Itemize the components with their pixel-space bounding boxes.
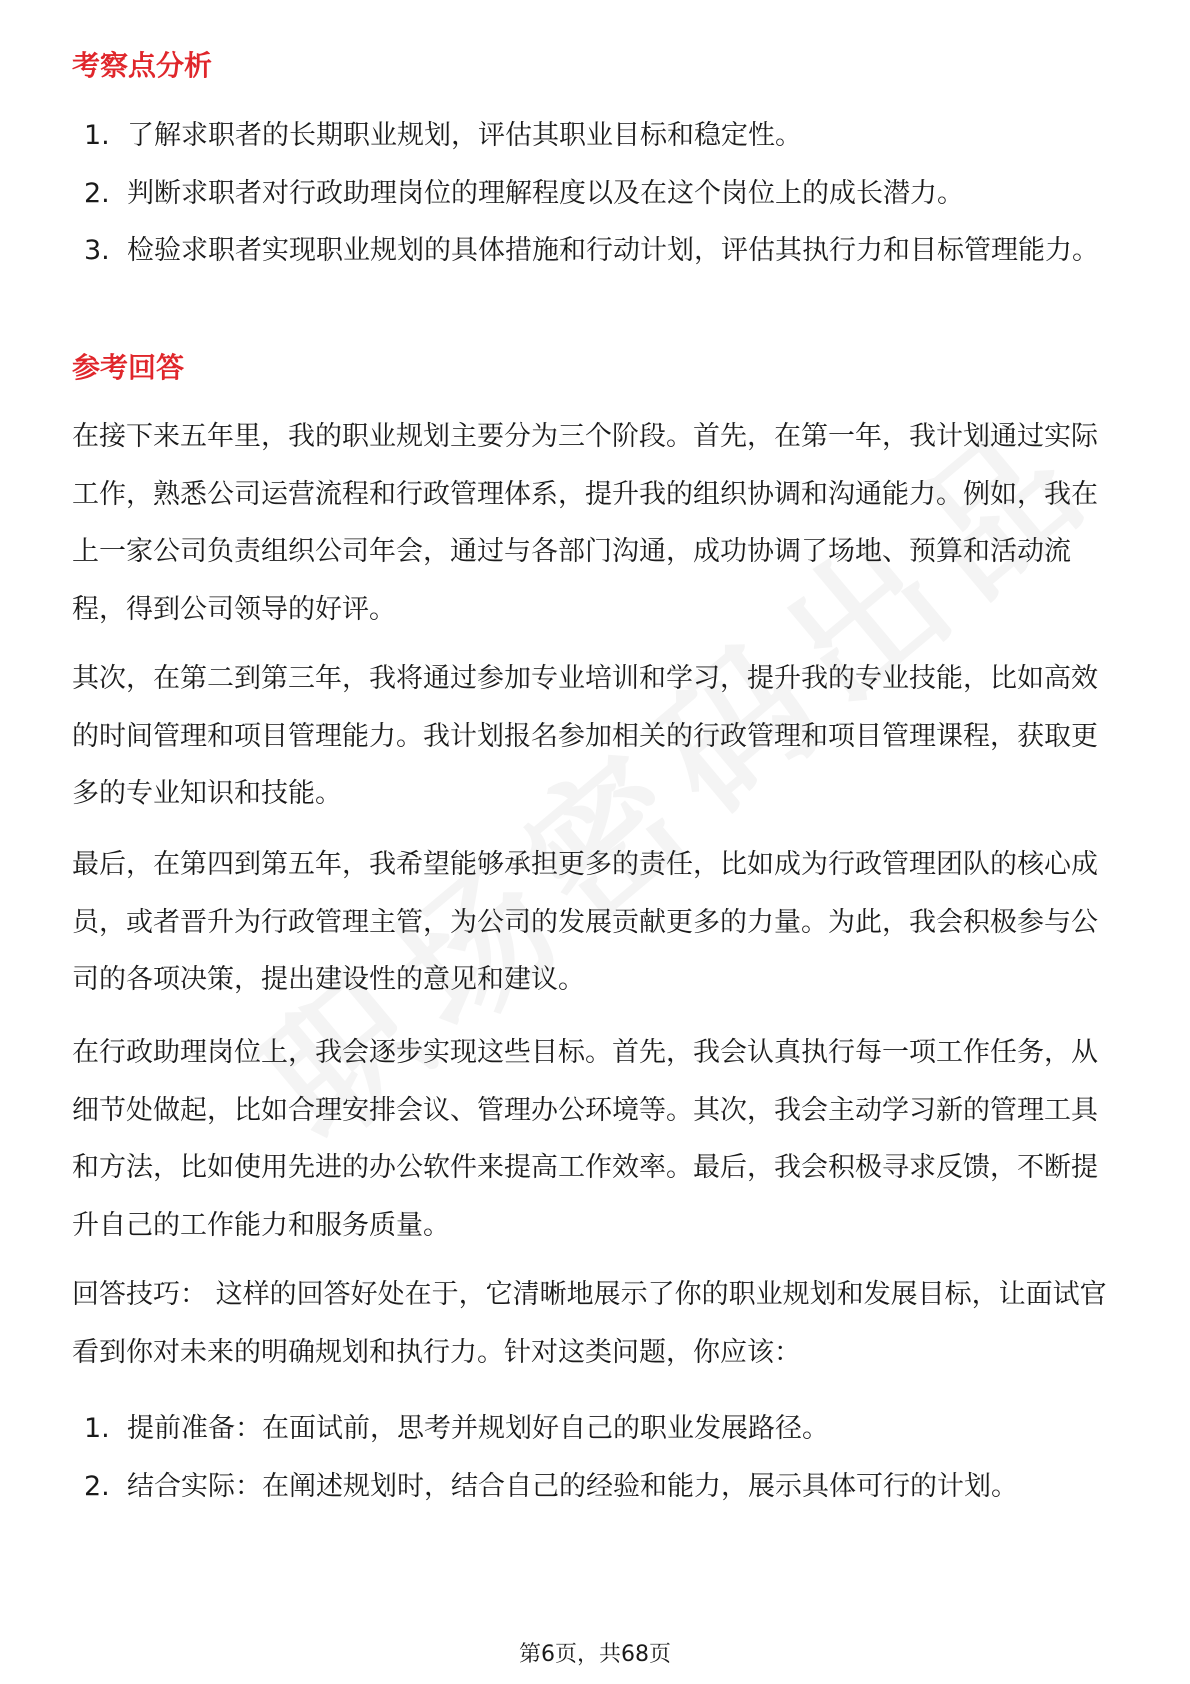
- tips-list: [84, 1400, 1124, 1515]
- list-item: [84, 107, 1124, 165]
- list-item: [84, 1458, 1124, 1516]
- list-item-number: 1.: [84, 120, 110, 151]
- list-item-text: 检验求职者实现职业规划的具体措施和行动计划，评估其执行力和目标管理能力。: [127, 235, 1099, 266]
- page-number: 第6页，共68页: [519, 1642, 671, 1667]
- list-item-number: 1.: [84, 1413, 110, 1444]
- list-item-number: 2.: [84, 177, 110, 209]
- list-item-number: 2.: [84, 1470, 110, 1502]
- list-item-text: 结合实际：在阐述规划时，结合自己的经验和能力，展示具体可行的计划。: [127, 1470, 1018, 1502]
- answer-paragraph: 最后，在第四到第五年，我希望能够承担更多的责任，比如成为行政管理团队的核心成员，或者晋升为行政管理主管，为公司的发展贡献更多的力量。为此，我会积极参与公司的各项决策，提出建设性的意见和建议。: [72, 849, 1098, 995]
- list-item-number: 3.: [84, 235, 110, 266]
- answer-paragraph: 其次，在第二到第三年，我将通过参加专业培训和学习，提升我的专业技能，比如高效的时间管理和项目管理能力。我计划报名参加相关的行政管理和项目管理课程，获取更多的专业知识和技能。: [72, 663, 1098, 809]
- tips-intro: 回答技巧： 这样的回答好处在于，它清晰地展示了你的职业规划和发展目标，让面试官看到你对未来的明确规划和执行力。针对这类问题，你应该：: [72, 1279, 1107, 1368]
- answer-paragraph: 在接下来五年里，我的职业规划主要分为三个阶段。首先，在第一年，我计划通过实际工作，熟悉公司运营流程和行政管理体系，提升我的组织协调和沟通能力。例如，我在上一家公司负责组织公司年会，通过与各部门沟通，成功协调了场地、预算和活动流程，得到公司领导的好评。: [72, 421, 1098, 625]
- list-item-text: 了解求职者的长期职业规划，评估其职业目标和稳定性。: [127, 120, 802, 151]
- analysis-heading: 考察点分析: [72, 49, 213, 82]
- analysis-list: [84, 107, 1124, 280]
- list-item-text: 判断求职者对行政助理岗位的理解程度以及在这个岗位上的成长潜力。: [127, 177, 964, 209]
- list-item: [84, 222, 1124, 280]
- answer-paragraph: 在行政助理岗位上，我会逐步实现这些目标。首先，我会认真执行每一项工作任务，从细节处做起，比如合理安排会议、管理办公环境等。其次，我会主动学习新的管理工具和方法，比如使用先进的办公软件来提高工作效率。最后，我会积极寻求反馈，不断提升自己的工作能力和服务质量。: [72, 1037, 1098, 1241]
- list-item: [84, 1400, 1124, 1458]
- list-item: [84, 165, 1124, 223]
- answer-heading: 参考回答: [72, 351, 185, 384]
- list-item-text: 提前准备：在面试前，思考并规划好自己的职业发展路径。: [127, 1413, 829, 1444]
